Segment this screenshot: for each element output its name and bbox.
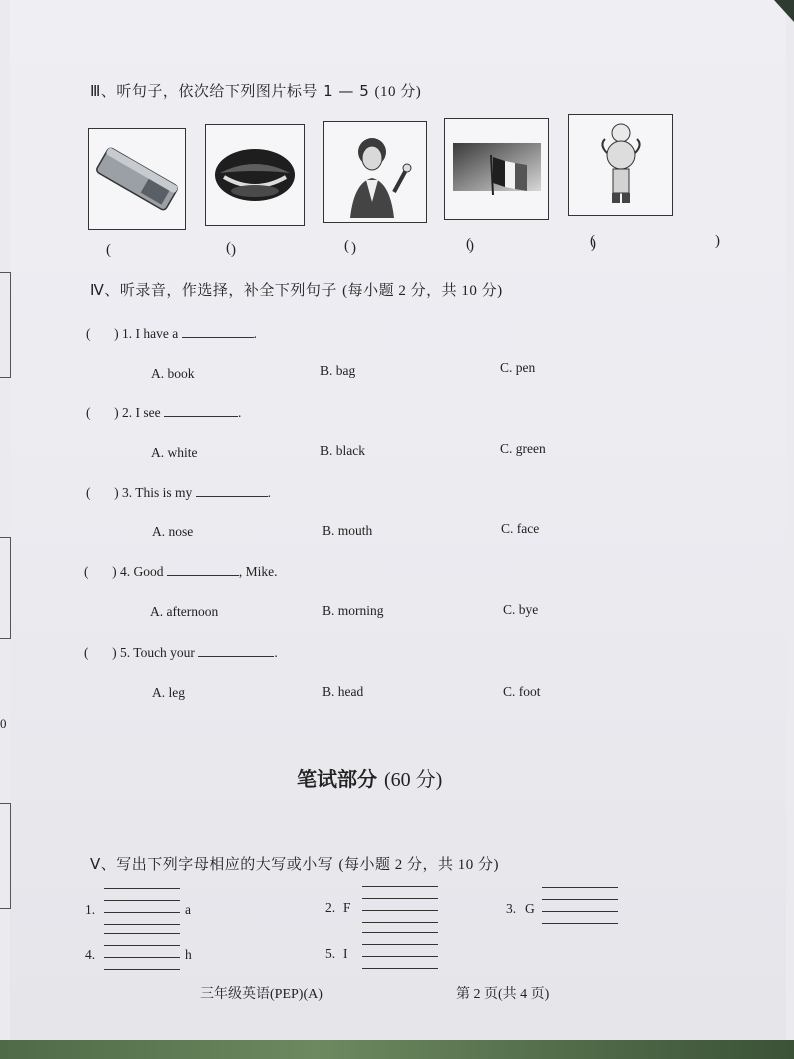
q2-option-c[interactable]: C. green [500,441,546,456]
section3-title: Ⅲ、听句子，依次给下列图片标号 1 — 5 [90,82,370,100]
written-score: (60 分) [383,769,443,791]
question-4-end: , Mike. [238,564,278,579]
section5-heading [90,853,499,874]
edge-zero: 0 [0,716,7,731]
mouth-icon [206,125,304,225]
answer-bracket-5[interactable]: ( [84,645,113,660]
section3-heading [90,80,421,101]
letter-item-1-number: 1. [85,902,96,917]
question-2-number: ) 2. [114,405,133,420]
question-4-blank[interactable] [167,564,239,576]
cartoon-figure-icon [569,115,672,215]
edge-box-middle [0,537,11,639]
letter-item-4-number: 4. [85,947,96,962]
picture-4-bracket[interactable]: ( ) [466,236,626,252]
edge-box-bottom [0,803,11,909]
q4-option-a[interactable]: A. afternoon [150,604,219,619]
section4-heading [90,279,503,300]
picture-eraser [88,128,186,230]
section4-score: (每小题 2 分，共 10 分) [342,283,503,299]
question-3 [86,485,271,501]
question-2-end: . [237,405,242,420]
q5-option-c[interactable]: C. foot [503,684,541,699]
q3-option-b[interactable]: B. mouth [322,523,373,538]
letter-item-4-letter: h [185,947,192,962]
question-2 [86,405,241,421]
edge-box-top [0,272,11,378]
section3-score: (10 分) [374,84,422,100]
letter-item-3-number: 3. [506,901,517,916]
q3-option-a[interactable]: A. nose [152,524,194,539]
question-3-blank[interactable] [196,485,268,497]
answer-bracket-2[interactable]: ( [86,405,115,420]
picture-1-bracket[interactable]: ( ) [106,242,266,258]
eraser-icon [89,129,185,229]
q5-option-a[interactable]: A. leg [152,685,185,700]
picture-woman [323,121,427,223]
picture-mouth [205,124,305,226]
picture-5-bracket[interactable]: ( ) [590,233,750,249]
question-2-blank[interactable] [164,405,238,417]
footer-page-number: 第 2 页(共 4 页) [456,987,550,1002]
question-2-text: I see [135,405,161,420]
q1-option-c[interactable]: C. pen [500,360,536,375]
writing-lines-5[interactable] [362,932,438,980]
q1-option-a[interactable]: A. book [151,366,195,381]
letter-item-5-letter: I [343,946,348,961]
picture-flag [444,118,549,220]
written-title: 笔试部分 [297,767,377,791]
answer-bracket-1[interactable]: ( [86,326,115,341]
question-5-text: Touch your [133,645,195,660]
answer-bracket-3[interactable]: ( [86,485,115,500]
question-1 [86,326,257,342]
waving-woman-icon [324,122,426,222]
flag-icon [445,119,548,219]
question-3-end: . [267,485,272,500]
question-4 [84,564,278,580]
q1-option-b[interactable]: B. bag [320,363,356,378]
question-5-end: . [274,645,278,660]
letter-item-5-number: 5. [325,946,336,961]
letter-item-2-number: 2. [325,900,336,915]
picture-figure [568,114,673,216]
writing-lines-3[interactable] [542,887,618,935]
question-4-text: Good [133,564,164,579]
question-3-number: ) 3. [114,485,133,500]
q5-option-b[interactable]: B. head [322,684,364,699]
question-1-end: . [253,326,257,341]
question-4-number: ) 4. [112,564,131,579]
letter-item-1-letter: a [185,902,191,917]
letter-item-2-letter: F [343,900,351,915]
picture-3-bracket[interactable]: ( ) [344,238,504,254]
question-5 [84,645,278,661]
question-5-blank[interactable] [198,645,274,657]
question-3-text: This is my [135,485,193,500]
q4-option-b[interactable]: B. morning [322,603,384,618]
q2-option-a[interactable]: A. white [151,445,198,460]
q3-option-c[interactable]: C. face [501,521,540,536]
question-1-text: I have a [135,326,179,341]
answer-bracket-4[interactable]: ( [84,564,113,579]
question-1-number: ) 1. [114,326,133,341]
footer-course: 三年级英语(PEP)(A) [200,987,323,1002]
writing-lines-2[interactable] [362,886,438,934]
q2-option-b[interactable]: B. black [320,443,365,458]
letter-item-3-letter: G [525,901,535,916]
section5-score: (每小题 2 分，共 10 分) [338,857,500,873]
picture-2-bracket[interactable]: ( ) [226,240,386,256]
writing-lines-4[interactable] [104,933,180,981]
desk-background [0,1040,794,1059]
section5-title: Ⅴ、写出下列字母相应的大写或小写 [90,855,334,873]
section4-title: Ⅳ、听录音，作选择，补全下列句子 [90,281,337,299]
written-part-title [297,763,442,792]
writing-lines-1[interactable] [104,888,180,936]
question-1-blank[interactable] [182,326,254,338]
q4-option-c[interactable]: C. bye [503,602,539,617]
question-5-number: ) 5. [112,645,131,660]
